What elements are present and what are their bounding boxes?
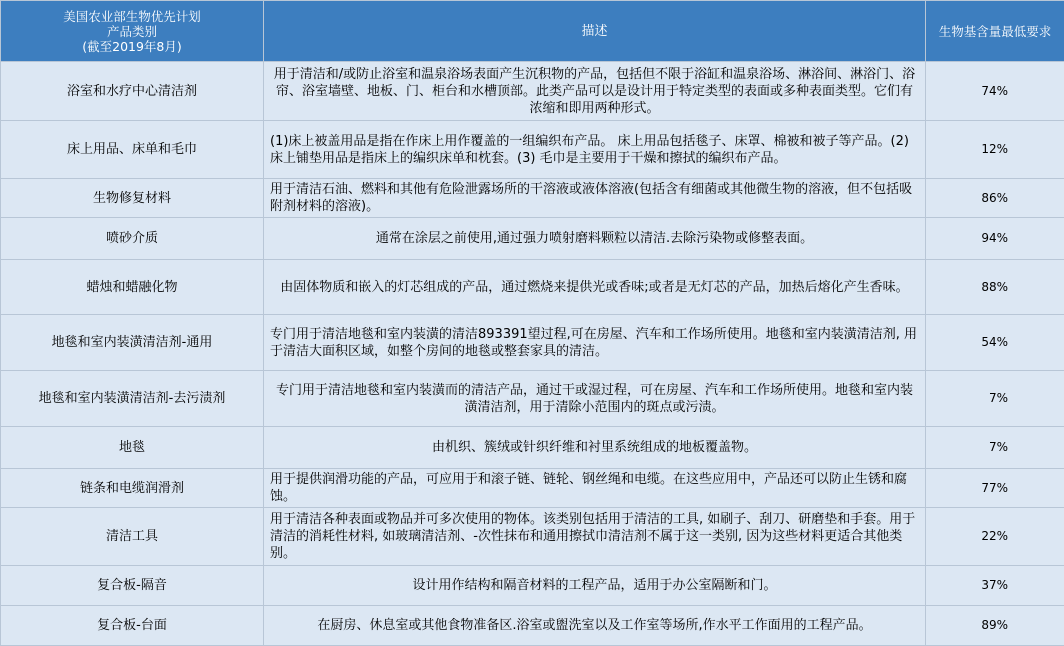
table-row	[1, 566, 1064, 606]
category-cell: 喷砂介质	[1, 218, 264, 260]
header-category	[1, 1, 264, 62]
table-row	[1, 260, 1064, 315]
category-cell: 清洁工具	[1, 508, 264, 566]
category-cell: 链条和电缆润滑剂	[1, 469, 264, 508]
category-cell: 地毯	[1, 427, 264, 469]
table-row	[1, 62, 1064, 121]
description-cell: 用于清洁各种表面或物品并可多次使用的物体。该类别包括用于清洁的工具, 如刷子、刮刀、研磨垫和手套。用于清洁的消耗性材料, 如玻璃清洁剂、-次性抹布和通用擦拭巾清洁剂不属于这一类别, 因为这些材料更适合其他类别。	[264, 508, 926, 566]
category-cell: 蜡烛和蜡融化物	[1, 260, 264, 315]
table-row	[1, 315, 1064, 371]
table-row	[1, 121, 1064, 179]
requirement-cell: 77%	[926, 469, 1064, 508]
requirement-cell: 37%	[926, 566, 1064, 606]
category-cell: 生物修复材料	[1, 179, 264, 218]
table-row	[1, 606, 1064, 646]
description-cell: 由机织、簇绒或针织纤维和衬里系统组成的地板覆盖物。	[264, 427, 926, 469]
requirement-cell: 22%	[926, 508, 1064, 566]
description-cell: 设计用作结构和隔音材料的工程产品，适用于办公室隔断和门。	[264, 566, 926, 606]
requirement-cell: 7%	[926, 427, 1064, 469]
requirement-cell: 86%	[926, 179, 1064, 218]
description-cell: 通常在涂层之前使用,通过强力喷射磨料颗粒以清洁.去除污染物或修整表面。	[264, 218, 926, 260]
description-cell: 在厨房、休息室或其他食物准备区.浴室或盥洗室以及工作室等场所,作水平工作面用的工程产品。	[264, 606, 926, 646]
description-cell: 专门用于清洁地毯和室内装潢而的清洁产品，通过干或湿过程，可在房屋、汽车和工作场所使用。地毯和室内装潢清洁剂，用于清除小范围内的斑点或污渍。	[264, 371, 926, 427]
requirement-cell: 7%	[926, 371, 1064, 427]
description-cell: 用于清洁和/或防止浴室和温泉浴场表面产生沉积物的产品，包括但不限于浴缸和温泉浴场、淋浴间、淋浴门、浴帘、浴室墙壁、地板、门、柜台和水槽顶部。此类产品可以是设计用于特定类型的表面或多种表面类型。它们有浓缩和即用两种形式。	[264, 62, 926, 121]
requirement-cell: 74%	[926, 62, 1064, 121]
header-category-line2: 产品类别	[3, 24, 261, 39]
category-cell: 床上用品、床单和毛巾	[1, 121, 264, 179]
header-description: 描述	[264, 1, 926, 62]
description-cell: 用于清洁石油、燃料和其他有危险泄露场所的干溶液或液体溶液(包括含有细菌或其他微生物的溶液，但不包括吸附剂材料的溶液)。	[264, 179, 926, 218]
table-row	[1, 469, 1064, 508]
requirement-cell: 54%	[926, 315, 1064, 371]
table-row	[1, 508, 1064, 566]
table-row	[1, 427, 1064, 469]
table-header-row	[1, 1, 1064, 62]
description-cell: (1)床上被盖用品是指在作床上用作覆盖的一组编织布产品。 床上用品包括毯子、床罩、棉被和被子等产品。(2) 床上铺垫用品是指床上的编织床单和枕套。(3) 毛巾是主要用于干燥和擦拭的编织布产品。	[264, 121, 926, 179]
category-cell: 浴室和水疗中心清洁剂	[1, 62, 264, 121]
description-cell: 由固体物质和嵌入的灯芯组成的产品，通过燃烧来提供光或香味;或者是无灯芯的产品，加热后熔化产生香味。	[264, 260, 926, 315]
requirement-cell: 88%	[926, 260, 1064, 315]
header-category-line1: 美国农业部生物优先计划	[3, 9, 261, 24]
description-cell: 用于提供润滑功能的产品，可应用于和滚子链、链轮、钢丝绳和电缆。在这些应用中，产品还可以防止生锈和腐蚀。	[264, 469, 926, 508]
requirement-cell: 89%	[926, 606, 1064, 646]
category-cell: 地毯和室内装潢清洁剂-通用	[1, 315, 264, 371]
description-cell: 专门用于清洁地毯和室内装潢的清洁893391望过程,可在房屋、汽车和工作场所使用。地毯和室内装潢清洁剂, 用于清洁大面积区域，如整个房间的地毯或整套家具的清洁。	[264, 315, 926, 371]
table-row	[1, 179, 1064, 218]
header-requirement: 生物基含量最低要求	[926, 1, 1064, 62]
category-cell: 地毯和室内装潢清洁剂-去污渍剂	[1, 371, 264, 427]
requirement-cell: 94%	[926, 218, 1064, 260]
requirement-cell: 12%	[926, 121, 1064, 179]
category-cell: 复合板-隔音	[1, 566, 264, 606]
table-row	[1, 218, 1064, 260]
category-cell: 复合板-台面	[1, 606, 264, 646]
header-category-line3: (截至2019年8月)	[3, 39, 261, 54]
table-row	[1, 371, 1064, 427]
